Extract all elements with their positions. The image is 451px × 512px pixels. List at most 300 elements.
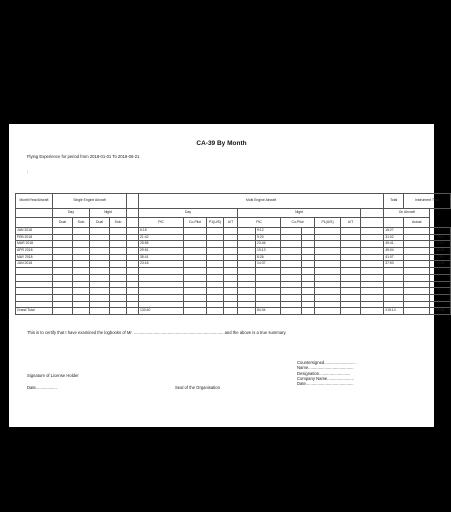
table-cell [207,234,224,241]
table-cell [404,234,430,241]
table-cell [256,301,281,308]
table-cell [90,228,110,235]
seal-of-organisation: Seal of the Organisation [175,385,220,390]
table-cell [73,234,90,241]
table-cell [302,281,315,288]
table-cell [341,301,361,308]
table-cell [384,301,404,308]
table-cell [315,248,341,255]
table-cell [341,288,361,295]
table-cell [404,288,430,295]
table-cell [302,288,315,295]
month-cell: MAR 2018 [16,241,53,248]
table-cell [361,241,384,248]
table-cell [315,228,341,235]
total-cell: 31:02 [384,234,404,241]
table-cell [315,261,341,268]
table-cell [238,241,256,248]
header-me-night: Night [238,209,361,218]
table-cell [315,234,341,241]
table-cell [53,268,73,275]
table-cell [53,254,73,261]
designation-line: Designation........................... [297,370,351,376]
table-cell [53,281,73,288]
header-se-day: Day [53,209,90,218]
table-cell [404,228,430,235]
grand-total-row [16,308,451,315]
table-cell [238,308,256,315]
table-cell [127,228,139,235]
table-cell [238,268,256,275]
table-cell [361,268,384,275]
table-cell [184,294,207,301]
blank-row [16,288,451,295]
table-cell [16,301,53,308]
table-cell [53,294,73,301]
table-cell [404,308,430,315]
table-cell [224,281,238,288]
table-cell [110,228,127,235]
table-cell [139,281,184,288]
table-cell [302,294,315,301]
table-cell [110,248,127,255]
table-cell [341,234,361,241]
actual-cell: 7:20 [430,254,451,261]
period-subtitle: Flying Experience for period from 2018-01-01 To 2018-06-21 [27,154,140,159]
table-cell [110,261,127,268]
me-day-pic-cell: 35:41 [139,254,184,261]
document-title: CA-39 By Month [196,140,247,147]
table-cell [238,274,256,281]
header-actual: Actual [404,218,430,228]
table-cell [139,301,184,308]
total-cell: 15:27 [384,228,404,235]
actual-cell [430,228,451,235]
table-cell [404,254,430,261]
month-cell: MAY 2018 [16,254,53,261]
header-month: Month/Year/Aircraft [16,194,53,209]
table-cell [281,254,302,261]
table-cell [224,301,238,308]
table-cell [315,288,341,295]
table-cell [110,308,127,315]
table-cell [384,294,404,301]
table-cell [90,261,110,268]
total-cell: 49:41 [384,241,404,248]
table-cell [73,288,90,295]
table-cell [238,228,256,235]
grand-total-me-day-pic: 130:40 [139,308,184,315]
table-cell [238,234,256,241]
table-cell [256,268,281,275]
table-cell [302,241,315,248]
table-cell [404,241,430,248]
table-cell [207,241,224,248]
table-cell [224,274,238,281]
table-cell [238,254,256,261]
table-cell [281,274,302,281]
table-cell [315,274,341,281]
table-cell [127,268,139,275]
table-cell [73,281,90,288]
table-cell [184,308,207,315]
total-cell: 49:04 [384,248,404,255]
table-row [16,261,451,268]
table-cell [281,228,302,235]
table-cell [127,261,139,268]
me-night-pic-cell: 9:12 [256,228,281,235]
table-cell [139,288,184,295]
table-cell [404,281,430,288]
table-cell [207,261,224,268]
table-cell [139,294,184,301]
table-cell [127,288,139,295]
me-night-pic-cell: 8:26 [256,254,281,261]
table-cell [256,288,281,295]
table-cell [341,274,361,281]
table-cell [256,281,281,288]
table-cell [110,294,127,301]
table-cell [315,254,341,261]
me-night-pic-cell: 9:20 [256,234,281,241]
table-cell [281,248,302,255]
header-spacer [127,194,139,209]
header-p1us: P1(U/S) [207,218,224,228]
table-cell [341,241,361,248]
table-cell [341,294,361,301]
table-cell [184,281,207,288]
table-cell [404,248,430,255]
blank-row [16,268,451,275]
table-cell [53,234,73,241]
colon-mark: : [27,169,29,174]
table-cell [281,268,302,275]
grand-total-actual: 38:55 [430,308,451,315]
table-cell [238,288,256,295]
table-cell [224,234,238,241]
table-cell [207,308,224,315]
table-row [16,248,451,255]
table-cell [73,261,90,268]
table-cell [281,241,302,248]
table-cell [315,268,341,275]
actual-cell: 2:00 [430,234,451,241]
logbook-page [9,124,445,427]
me-day-pic-cell: 29:51 [139,248,184,255]
header-row-3 [16,218,451,228]
table-cell [302,254,315,261]
month-cell: FEB 2018 [16,234,53,241]
table-cell [184,234,207,241]
header-se-night: Night [90,209,127,218]
table-cell [224,294,238,301]
countersign-block [297,360,356,386]
table-cell [302,268,315,275]
table-cell [53,261,73,268]
table-cell [110,268,127,275]
header-solo: Solo [110,218,127,228]
table-cell [73,301,90,308]
table-cell [207,274,224,281]
header-total: Total [384,194,404,209]
table-cell [341,268,361,275]
table-cell [139,274,184,281]
me-day-pic-cell: 21:42 [139,234,184,241]
table-cell [430,268,451,275]
table-cell [281,261,302,268]
me-day-pic-cell: 6:15 [139,228,184,235]
table-cell [16,294,53,301]
table-cell [224,308,238,315]
blank-row [16,301,451,308]
blank-row [16,274,451,281]
signature-license-holder: Signature of License Holder [27,373,79,378]
table-cell [127,248,139,255]
table-cell [90,254,110,261]
table-cell [404,261,430,268]
table-cell [127,254,139,261]
table-cell [281,281,302,288]
table-cell [384,288,404,295]
table-cell [341,261,361,268]
table-cell [315,301,341,308]
table-cell [73,241,90,248]
table-cell [184,274,207,281]
header-ut: U/T [224,218,238,228]
table-cell [361,228,384,235]
actual-cell: 11:30 [430,248,451,255]
table-cell [430,274,451,281]
me-night-pic-cell: 23:46 [256,241,281,248]
table-cell [384,274,404,281]
me-day-pic-cell: 23:16 [139,261,184,268]
table-cell [127,294,139,301]
table-cell [341,281,361,288]
table-cell [430,301,451,308]
actual-cell: 8:00 [430,241,451,248]
blank-row [16,294,451,301]
name-line: Name....................................... [297,365,354,371]
month-cell: APR 2018 [16,248,53,255]
table-row [16,234,451,241]
table-cell [90,294,110,301]
total-cell: 37:53 [384,261,404,268]
header-me-day: Day [139,209,238,218]
table-cell [302,228,315,235]
table-cell [302,274,315,281]
table-cell [207,301,224,308]
table-cell [127,308,139,315]
table-cell [90,308,110,315]
table-cell [16,274,53,281]
header-ut: U/T [341,218,361,228]
table-cell [384,281,404,288]
table-cell [361,234,384,241]
table-cell [207,248,224,255]
table-cell [184,241,207,248]
table-cell [90,301,110,308]
table-cell [16,288,53,295]
table-cell [90,241,110,248]
table-cell [53,274,73,281]
table-cell [207,288,224,295]
table-cell [341,308,361,315]
table-cell [404,294,430,301]
table-cell [127,241,139,248]
table-cell [207,228,224,235]
table-cell [207,254,224,261]
table-cell [207,268,224,275]
table-cell [315,294,341,301]
date-line-right: Date......................................... [297,381,354,387]
table-cell [224,268,238,275]
table-cell [315,281,341,288]
table-cell [73,254,90,261]
table-cell [184,254,207,261]
header-single-engine: Single Engine Aircraft [53,194,127,209]
header-pic: PIC [238,218,281,228]
table-cell [302,248,315,255]
total-cell: 41:07 [384,254,404,261]
table-cell [53,248,73,255]
date-line-left: Date.................. [27,385,57,390]
table-cell [256,274,281,281]
table-cell [127,281,139,288]
table-cell [127,274,139,281]
table-cell [361,281,384,288]
table-cell [256,294,281,301]
table-cell [404,301,430,308]
table-cell [110,274,127,281]
table-cell [281,301,302,308]
table-cell [207,281,224,288]
table-cell [73,248,90,255]
table-cell [73,228,90,235]
table-cell [110,301,127,308]
grand-total-total: 215:14 [384,308,404,315]
header-instrument-time: Instrument Time [404,194,451,209]
table-cell [238,261,256,268]
table-cell [404,274,430,281]
header-copilot: Co-Pilot [184,218,207,228]
header-solo: Solo [73,218,90,228]
table-cell [361,261,384,268]
header-pic: PIC [139,218,184,228]
countersigned-line: Countersigned........................... [297,360,356,365]
header-dual: Dual [90,218,110,228]
table-cell [53,301,73,308]
table-cell [110,241,127,248]
table-cell [127,234,139,241]
table-cell [281,288,302,295]
table-cell [184,261,207,268]
month-rows [16,228,451,315]
table-cell [361,274,384,281]
table-cell [224,254,238,261]
table-row [16,254,451,261]
header-dual: Dual [53,218,73,228]
header-row-1 [16,194,451,209]
flying-experience-table [15,193,451,315]
table-cell [16,281,53,288]
table-cell [53,228,73,235]
table-cell [90,288,110,295]
table-cell [315,241,341,248]
table-cell [73,308,90,315]
table-cell [110,288,127,295]
table-cell [302,234,315,241]
table-cell [73,268,90,275]
table-cell [302,308,315,315]
table-cell [430,294,451,301]
table-cell [341,248,361,255]
table-cell [384,268,404,275]
table-cell [281,234,302,241]
table-cell [110,234,127,241]
table-cell [224,241,238,248]
table-cell [430,288,451,295]
table-cell [16,268,53,275]
table-cell [361,254,384,261]
table-cell [53,288,73,295]
table-cell [341,228,361,235]
table-cell [224,261,238,268]
table-cell [207,294,224,301]
table-cell [110,281,127,288]
header-row-2 [16,209,451,218]
table-cell [341,254,361,261]
table-cell [430,281,451,288]
month-cell: JAN 2018 [16,228,53,235]
table-cell [90,248,110,255]
grand-total-me-night-pic: 84:34 [256,308,281,315]
table-cell [184,228,207,235]
blank-row [16,281,451,288]
table-cell [127,301,139,308]
table-cell [73,274,90,281]
table-cell [302,261,315,268]
me-day-pic-cell: 25:55 [139,241,184,248]
table-cell [53,308,73,315]
table-cell [90,274,110,281]
table-cell [184,268,207,275]
certification-statement: This is to certify that I have examined the logbooks of Mr. ............................................................................. and the above is a true summary. [27,330,287,335]
table-cell [281,308,302,315]
table-cell [90,268,110,275]
table-cell [361,248,384,255]
me-night-pic-cell: 14:37 [256,261,281,268]
table-cell [224,248,238,255]
table-cell [90,281,110,288]
table-cell [224,288,238,295]
company-name-line: Company Name....................... [297,375,355,381]
table-cell [224,228,238,235]
table-row [16,228,451,235]
grand-total-label: Grand Total [16,308,53,315]
table-cell [315,308,341,315]
table-cell [90,234,110,241]
table-cell [361,301,384,308]
header-on-aircraft: On Aircraft [384,209,430,218]
header-p1us: P1(U/S) [315,218,341,228]
header-copilot: Co-Pilot [281,218,315,228]
table-cell [110,254,127,261]
table-cell [281,294,302,301]
table-cell [238,281,256,288]
table-cell [361,308,384,315]
table-cell [238,294,256,301]
header-multi-engine: Multi Engine Aircraft [139,194,384,209]
